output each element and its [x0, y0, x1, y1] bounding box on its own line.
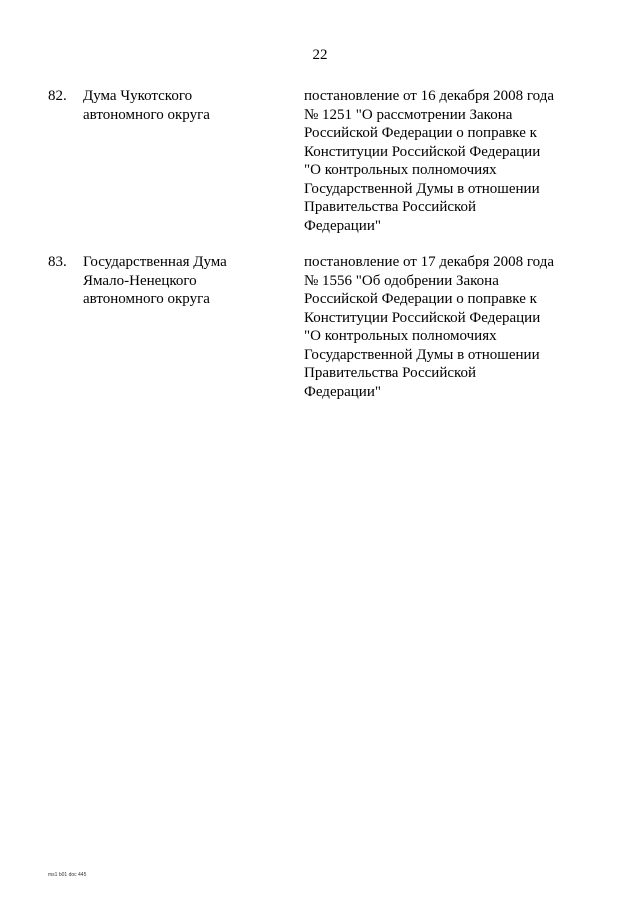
entry-description-line: Государственной Думы в отношении	[304, 346, 540, 363]
footer-file-code: ms1 b01 doc 445	[48, 872, 87, 878]
entry-description-line: Федерации"	[304, 383, 381, 400]
entry-description-line: Федерации"	[304, 217, 381, 234]
entry-body-line: автономного округа	[83, 106, 210, 123]
entry-description-line: Российской Федерации о поправке к	[304, 125, 537, 141]
entry-description-line: Государственной Думы в отношении	[304, 180, 540, 197]
entry-body	[83, 253, 283, 309]
entry-body-line: Государственная Дума	[83, 254, 227, 270]
entry-description-line: постановление от 17 декабря 2008 года	[304, 254, 555, 270]
entry-body	[83, 87, 283, 124]
entry-number: 83.	[48, 254, 67, 270]
page-number: 22	[312, 47, 328, 63]
entry-description-line: Правительства Российской	[304, 199, 477, 215]
entry-description-line: постановление от 16 декабря 2008 года	[304, 88, 555, 104]
entry-description-line: № 1251 "О рассмотрении Закона	[304, 106, 513, 123]
entry-description-line: Правительства Российской	[304, 365, 477, 381]
entry-description	[304, 87, 604, 235]
entry-description	[304, 253, 604, 401]
entry-description-line: № 1556 "Об одобрении Закона	[304, 272, 499, 289]
entry-description-line: Конституции Российской Федерации	[304, 143, 541, 160]
entry-body-line: автономного округа	[83, 291, 210, 307]
entry-description-line: Конституции Российской Федерации	[304, 309, 541, 326]
entry-number: 82.	[48, 88, 67, 104]
entry-description-line: "О контрольных полномочиях	[304, 162, 497, 178]
entry-description-line: Российской Федерации о поправке к	[304, 291, 537, 307]
entry-description-line: "О контрольных полномочиях	[304, 328, 497, 344]
entry-body-line: Дума Чукотского	[83, 88, 193, 104]
entry-body-line: Ямало-Ненецкого	[83, 272, 197, 289]
